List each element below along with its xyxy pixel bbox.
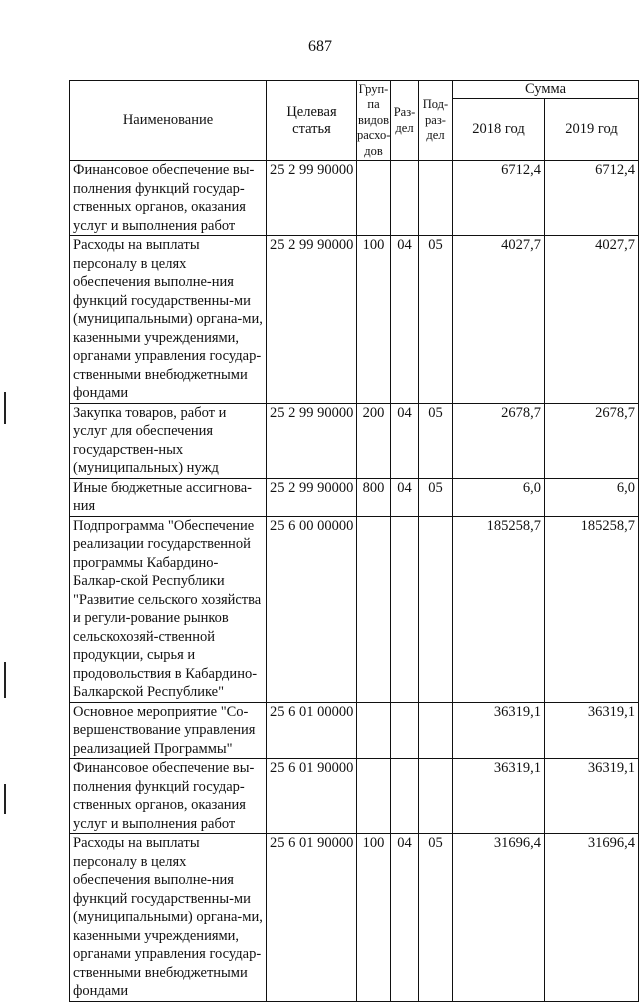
page-number: 687 — [308, 38, 332, 55]
table-row — [70, 702, 639, 759]
header-section: Раз- дел — [391, 81, 419, 161]
header-year-2018: 2018 год — [453, 99, 545, 161]
row-subsection — [419, 702, 453, 759]
header-target-article: Целевая статья — [267, 81, 357, 161]
table-row — [70, 403, 639, 478]
row-subsection — [419, 161, 453, 236]
table-row — [70, 516, 639, 702]
row-sum-2019: 2678,7 — [545, 403, 639, 478]
scan-margin-mark — [4, 784, 6, 814]
row-section — [391, 759, 419, 834]
table-row — [70, 236, 639, 404]
row-target-article: 25 2 99 90000 — [267, 478, 357, 516]
row-section: 04 — [391, 478, 419, 516]
row-name: Расходы на выплаты персоналу в целях обеспечения выполне-ния функций государственны-ми (муниципальными) органа-ми, казенными учреждениями, органами управления государ-ственными внебюджетными фондами — [70, 834, 267, 1002]
row-expense-group: 200 — [357, 403, 391, 478]
row-name: Подпрограмма "Обеспечение реализации государственной программы Кабардино-Балкар-ской Республики "Развитие сельского хозяйства и регули-рование рынков сельскохозяй-ственной продукции, сырья и продовольствия в Кабардино-Балкарской Республике" — [70, 516, 267, 702]
row-target-article: 25 6 01 90000 — [267, 834, 357, 1002]
row-name: Иные бюджетные ассигнова-ния — [70, 478, 267, 516]
row-expense-group — [357, 161, 391, 236]
row-sum-2019: 4027,7 — [545, 236, 639, 404]
row-subsection — [419, 516, 453, 702]
row-expense-group: 800 — [357, 478, 391, 516]
row-sum-2019: 185258,7 — [545, 516, 639, 702]
row-name: Финансовое обеспечение вы-полнения функций государ-ственных органов, оказания услуг и выполнения работ — [70, 759, 267, 834]
row-section: 04 — [391, 403, 419, 478]
row-name: Расходы на выплаты персоналу в целях обеспечения выполне-ния функций государственны-ми (муниципальными) органа-ми, казенными учреждениями, органами управления государ-ственными внебюджетными фондами — [70, 236, 267, 404]
row-target-article: 25 2 99 90000 — [267, 161, 357, 236]
row-sum-2019: 6,0 — [545, 478, 639, 516]
row-sum-2018: 4027,7 — [453, 236, 545, 404]
row-target-article: 25 2 99 90000 — [267, 236, 357, 404]
row-expense-group: 100 — [357, 834, 391, 1002]
row-subsection — [419, 759, 453, 834]
row-expense-group: 100 — [357, 236, 391, 404]
row-sum-2018: 6712,4 — [453, 161, 545, 236]
header-subsection: Под- раз- дел — [419, 81, 453, 161]
row-expense-group — [357, 516, 391, 702]
row-section: 04 — [391, 834, 419, 1002]
row-sum-2018: 2678,7 — [453, 403, 545, 478]
row-target-article: 25 6 00 00000 — [267, 516, 357, 702]
header-expense-group: Груп- па видов расхо- дов — [357, 81, 391, 161]
header-name: Наименование — [70, 81, 267, 161]
row-name: Финансовое обеспечение вы-полнения функций государ-ственных органов, оказания услуг и выполнения работ — [70, 161, 267, 236]
scan-margin-mark — [4, 392, 6, 424]
header-year-2019: 2019 год — [545, 99, 639, 161]
row-section — [391, 702, 419, 759]
row-target-article: 25 6 01 90000 — [267, 759, 357, 834]
table-row — [70, 161, 639, 236]
row-name: Основное мероприятие "Со-вершенствование управления реализацией Программы" — [70, 702, 267, 759]
row-sum-2019: 6712,4 — [545, 161, 639, 236]
row-subsection: 05 — [419, 403, 453, 478]
scan-margin-mark — [4, 662, 6, 698]
budget-table — [69, 80, 639, 1002]
row-sum-2018: 31696,4 — [453, 834, 545, 1002]
row-sum-2018: 36319,1 — [453, 702, 545, 759]
row-section — [391, 516, 419, 702]
header-sum: Сумма — [453, 81, 639, 99]
table-row — [70, 759, 639, 834]
row-expense-group — [357, 759, 391, 834]
row-target-article: 25 6 01 00000 — [267, 702, 357, 759]
row-target-article: 25 2 99 90000 — [267, 403, 357, 478]
row-subsection: 05 — [419, 236, 453, 404]
row-sum-2018: 6,0 — [453, 478, 545, 516]
row-name: Закупка товаров, работ и услуг для обеспечения государствен-ных (муниципальных) нужд — [70, 403, 267, 478]
table-row — [70, 834, 639, 1002]
row-sum-2019: 31696,4 — [545, 834, 639, 1002]
row-sum-2019: 36319,1 — [545, 759, 639, 834]
row-section: 04 — [391, 236, 419, 404]
row-subsection: 05 — [419, 834, 453, 1002]
row-expense-group — [357, 702, 391, 759]
row-sum-2019: 36319,1 — [545, 702, 639, 759]
row-sum-2018: 36319,1 — [453, 759, 545, 834]
row-subsection: 05 — [419, 478, 453, 516]
table-row — [70, 478, 639, 516]
row-section — [391, 161, 419, 236]
row-sum-2018: 185258,7 — [453, 516, 545, 702]
